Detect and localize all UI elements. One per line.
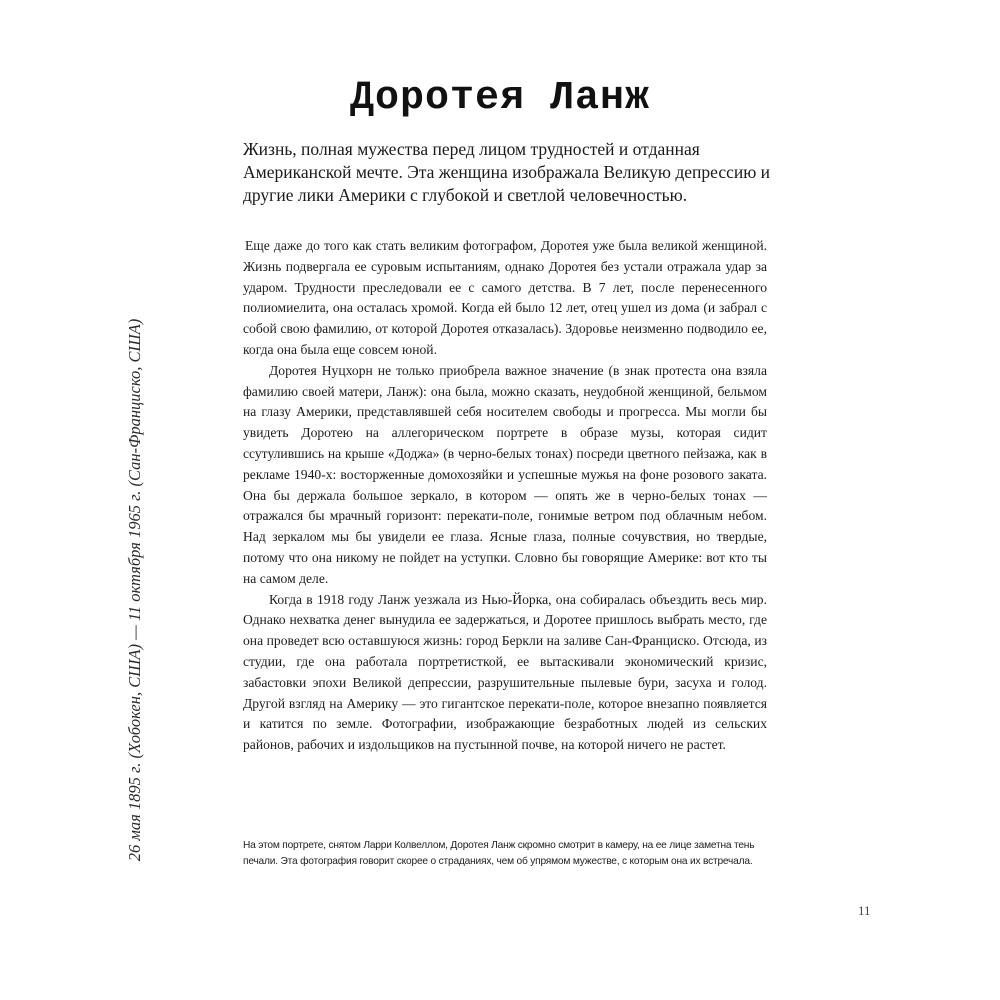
lead-paragraph: Жизнь, полная мужества перед лицом трудностей и отданная Американской мечте. Эта женщина изображала Великую депрессию и другие лики Америки с глубокой и светлой человечностью. [243,139,771,205]
body-paragraph: Еще даже до того как стать великим фотографом, Доротея уже была великой женщиной. Жизнь подвергала ее суровым испытаниям, однако Доротея без устали отражала удар за ударом. Трудности преследовали ее с самого детства. В 7 лет, после перенесенного полиомиелита, она осталась хромой. Когда ей было 12 лет, отец ушел из дома (и забрал с собой свою фамилию, от которой Доротея отказалась). Здоровье неизменно подводило ее, когда она была еще совсем юной. [243,238,767,357]
page-number: 11 [858,903,871,918]
article-body [243,236,767,756]
photo-caption: На этом портрете, снятом Ларри Колвеллом, Доротея Ланж скромно смотрит в камеру, на ее лице заметна тень печали. Эта фотография говорит скорее о страданиях, чем об упрямом мужестве, с которым она их встречала. [243,840,755,867]
life-dates-sidebar: 26 мая 1895 г. (Хобокен, США) — 11 октября 1965 г. (Сан-Франциско, США) [125,318,144,862]
body-paragraph: Доротея Нуцхорн не только приобрела важное значение (в знак протеста она взяла фамилию своей матери, Ланж): она была, можно сказать, неудобной женщиной, бельмом на глазу Америки, представлявшей себя носителем свободы и прогресса. Мы могли бы увидеть Доротею на аллегорическом портрете в образе музы, которая сидит ссутулившись на крыше «Доджа» (в черно-белых тонах) посреди цветного пейзажа, как в рекламе 1940-х: восторженные домохозяйки и успешные мужья на фоне розового заката. Она бы держала большое зеркало, в котором — опять же в черно-белых тонах — отражался бы мрачный горизонт: перекати-поле, гонимые ветром под облачным небом. Над зеркалом мы бы увидели ее глаза. Ясные глаза, полные сочувствия, но твердые, потому что она никому не пойдет на уступки. Словно бы говорящие Америке: вот кто ты на самом деле. [243,362,767,586]
body-paragraph: Когда в 1918 году Ланж уезжала из Нью-Йорка, она собиралась объездить весь мир. Однако нехватка денег вынудила ее задержаться, и Доротее пришлось выбрать место, где она проведет всю оставшуюся жизнь: город Беркли на заливе Сан-Франциско. Отсюда, из студии, где она работала портретисткой, ее вытаскивали экономический кризис, забастовки эпохи Великой депрессии, разрушительные пылевые бури, засуха и голод. Другой взгляд на Америку — это гигантское перекати-поле, которое внезапно появляется и катится по земле. Фотографии, изображающие безработных людей из сельских районов, рабочих и издольщиков на пустынной почве, на которой ничего не растет. [243,591,767,753]
page-title: Доротея Ланж [349,76,651,121]
